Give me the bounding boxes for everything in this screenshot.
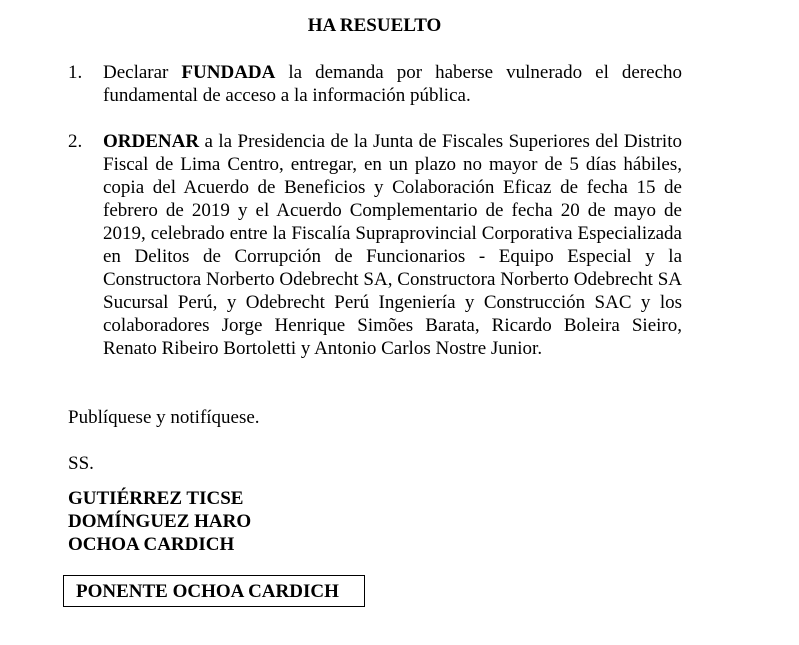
item-bold-lead: ORDENAR (103, 131, 200, 152)
signatory-name: DOMÍNGUEZ HARO (68, 511, 252, 532)
item-text-pre: Declarar (103, 62, 182, 83)
item-text-post: la demanda por haberse vulnerado el derecho fundamental de acceso a la información pública. (103, 62, 682, 106)
item-number: 1. (68, 62, 83, 83)
ponente-box: PONENTE OCHOA CARDICH (63, 575, 365, 607)
resolution-item-1 (68, 61, 682, 107)
signatory-name: GUTIÉRREZ TICSE (68, 488, 244, 509)
item-bold-lead: FUNDADA (181, 62, 276, 83)
closing-text: Publíquese y notifíquese. (68, 407, 260, 428)
resolution-item-2 (68, 130, 682, 360)
item-text-post: a la Presidencia de la Junta de Fiscales Superiores del Distrito Fiscal de Lima Centro, entregar, en un plazo no mayor de 5 días hábiles, copia del Acuerdo de Beneficios y Colaboración Eficaz de fecha 15 de febrero de 2019 y el Acuerdo Complementario de fecha 20 de mayo de 2019, celebrado entre la Fiscalía Supraprovincial Corporativa Especializada en Delitos de Corrupción de Funcionarios - Equipo Especial y la Constructora Norberto Odebrecht SA, Constructora Norberto Odebrecht SA Sucursal Perú, y Odebrecht Perú Ingeniería y Construcción SAC y los colaboradores Jorge Henrique Simões Barata, Ricardo Boleira Sieiro, Renato Ribeiro Bortoletti y Antonio Carlos Nostre Junior. (103, 131, 682, 359)
signatory-name: OCHOA CARDICH (68, 534, 235, 555)
item-text (103, 130, 682, 360)
section-heading: HA RESUELTO (307, 15, 442, 36)
item-text (103, 61, 682, 107)
ss-label: SS. (68, 453, 94, 474)
item-number: 2. (68, 131, 83, 152)
signatories-list (68, 487, 251, 556)
